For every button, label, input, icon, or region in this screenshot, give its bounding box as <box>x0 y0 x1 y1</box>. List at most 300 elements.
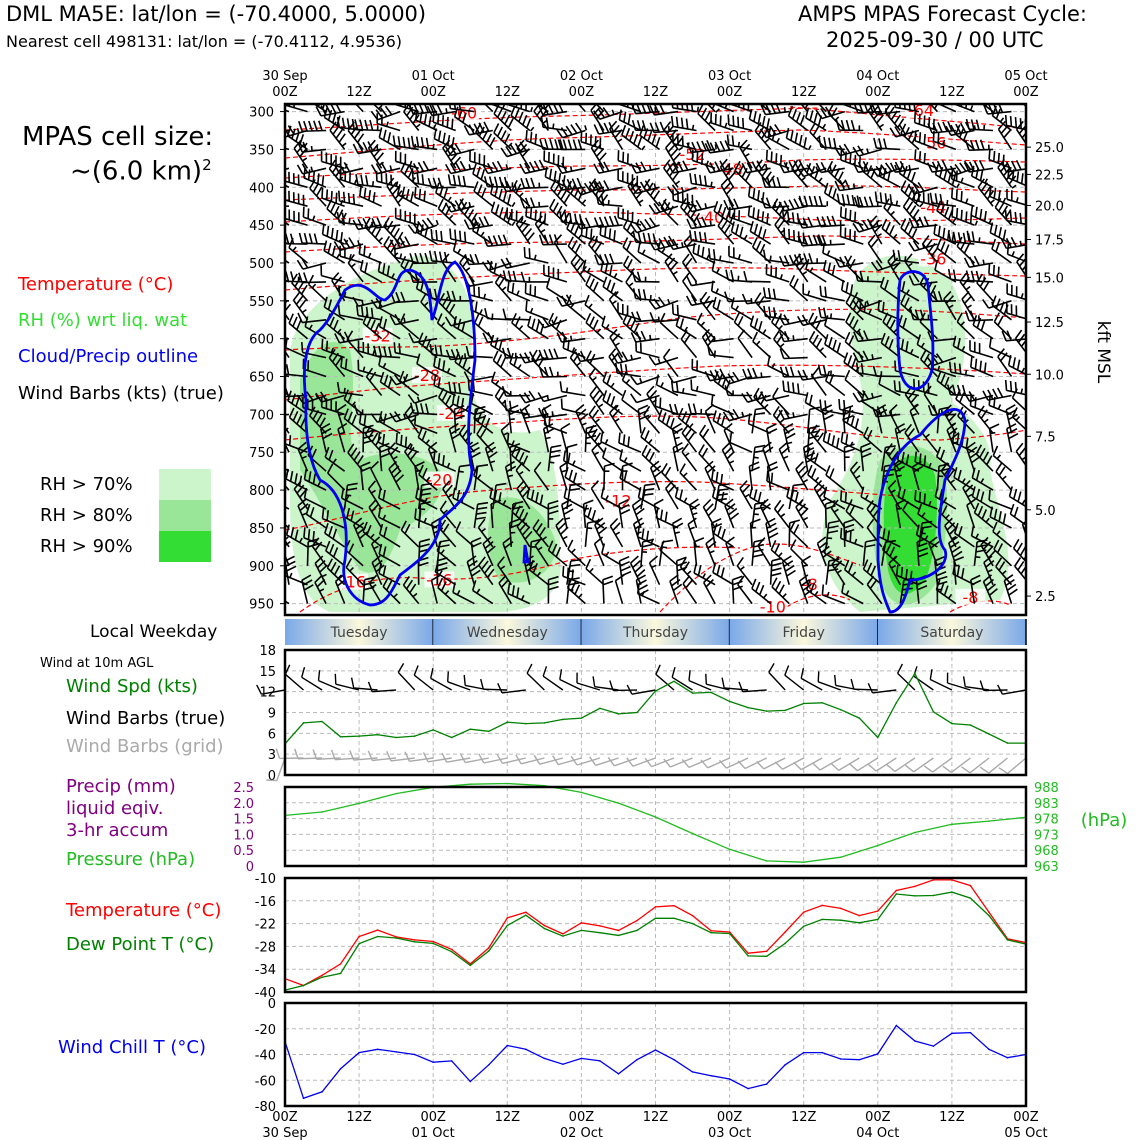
upper-wind-barb <box>285 556 296 584</box>
surface-wind-barb-true <box>851 679 878 690</box>
upper-wind-barb <box>294 292 308 320</box>
dewpoint-line-point <box>1007 939 1009 941</box>
temperature-line-point <box>562 933 564 935</box>
dewpoint-line-point <box>858 922 860 924</box>
temperature-line-point <box>877 910 879 912</box>
station-title: DML MA5E: lat/lon = (-70.4000, 5.0000) <box>6 2 427 26</box>
wind-speed-line-point <box>858 717 860 719</box>
upper-wind-barb <box>610 121 623 149</box>
dewpoint-line-point <box>358 943 360 945</box>
kft-axis-label: kft MSL <box>1093 320 1113 384</box>
upper-wind-barb <box>690 173 715 187</box>
windchill-line-point <box>544 1058 546 1060</box>
panel-frame <box>285 787 1026 866</box>
windchill-line-point <box>599 1060 601 1062</box>
windchill-line-point <box>581 1058 583 1060</box>
kft-tick-label: 5.0 <box>1035 503 1056 519</box>
dewpoint-line-point <box>896 893 898 895</box>
upper-wind-barb <box>989 263 1012 282</box>
top-hour-label: 00Z <box>716 85 743 100</box>
upper-wind-barb <box>752 502 765 528</box>
windchill-line-point <box>710 1075 712 1077</box>
temperature-contour-label: -8 <box>801 574 818 594</box>
windchill-line-point <box>618 1073 620 1075</box>
pressure-line-point <box>358 803 360 805</box>
upper-wind-barb <box>990 424 1000 452</box>
panel-tick-label: 12 <box>259 685 276 701</box>
upper-wind-barb <box>841 207 864 226</box>
legend-temperature: Temperature (°C) <box>18 274 174 295</box>
wind-speed-line-point <box>747 707 749 709</box>
temperature-contour-label: -10 <box>759 597 786 617</box>
wind-speed-line-point <box>395 737 397 739</box>
upper-wind-barb <box>724 199 752 210</box>
upper-wind-barb <box>690 499 700 528</box>
upper-wind-barb <box>387 178 405 206</box>
upper-wind-barb <box>568 237 585 263</box>
legend-cloud-outline: Cloud/Precip outline <box>18 346 199 367</box>
temperature-line-point <box>951 879 953 881</box>
pressure-line-point <box>507 783 509 785</box>
legend-rh80-label: RH > 80% <box>40 505 133 526</box>
wind-speed-panel <box>257 644 1027 784</box>
bottom-hour-label: 00Z <box>420 1110 446 1125</box>
panel-tick-label: 3 <box>267 748 276 764</box>
upper-wind-barb <box>713 562 734 584</box>
dewpoint-line-point <box>766 955 768 957</box>
upper-wind-barb <box>820 286 845 301</box>
upper-wind-barb <box>973 315 993 339</box>
top-date-label: 01 Oct <box>411 69 455 84</box>
legend-pressure: Pressure (hPa) <box>66 849 196 870</box>
upper-wind-barb <box>783 556 796 585</box>
upper-wind-barb <box>544 265 567 282</box>
upper-wind-barb <box>618 94 641 112</box>
temperature-line-point <box>896 890 898 892</box>
wind-speed-line-point <box>914 673 916 675</box>
forecast-cycle-title: AMPS MPAS Forecast Cycle: <box>798 2 1087 26</box>
dewpoint-line-point <box>599 932 601 934</box>
temperature-contour-label: -60 <box>451 103 478 123</box>
pressure-line-point <box>692 833 694 835</box>
legend-rh: RH (%) wrt liq. wat <box>18 310 188 331</box>
upper-wind-barb <box>300 233 327 244</box>
kft-tick-label: 10.0 <box>1035 368 1064 384</box>
upper-wind-barb <box>1016 443 1030 471</box>
dewpoint-line-point <box>581 930 583 932</box>
windchill-line-point <box>729 1078 731 1080</box>
windchill-line-point <box>340 1068 342 1070</box>
upper-wind-barb <box>651 461 663 490</box>
surface-wind-barb-true <box>835 675 860 690</box>
windchill-line-point <box>655 1049 657 1051</box>
wind-speed-line-point <box>544 722 546 724</box>
wind-speed-line-point <box>636 712 638 714</box>
wind-speed-line-point <box>673 680 675 682</box>
upper-wind-barb <box>728 115 752 131</box>
upper-wind-barb <box>278 424 289 453</box>
dewpoint-line-point <box>321 976 323 978</box>
dewpoint-line-point <box>840 919 842 921</box>
windchill-line-point <box>469 1081 471 1083</box>
precip-tick-label: 1.0 <box>233 828 254 844</box>
upper-wind-barb <box>730 432 752 452</box>
surface-wind-barb-true <box>930 669 952 690</box>
upper-wind-barb <box>841 93 864 112</box>
upper-wind-barb <box>803 284 826 301</box>
upper-wind-barb <box>492 372 512 396</box>
dewpoint-line-point <box>821 919 823 921</box>
upper-wind-barb <box>322 188 345 206</box>
forecast-cycle-date: 2025-09-30 / 00 UTC <box>826 28 1044 52</box>
surface-wind-barb-true <box>593 676 618 690</box>
upper-wind-barb <box>469 285 493 301</box>
upper-wind-barb <box>753 238 771 263</box>
legend-rh90-label: RH > 90% <box>40 536 133 557</box>
upper-wind-barb <box>749 186 771 206</box>
upper-wind-barb <box>673 443 683 472</box>
pressure-line-point <box>469 783 471 785</box>
wind-speed-line-point <box>562 719 564 721</box>
temperature-line-point <box>803 911 805 913</box>
upper-wind-barb <box>726 537 735 566</box>
top-hour-label: 12Z <box>790 85 817 100</box>
upper-wind-barb <box>771 558 782 584</box>
upper-wind-barb <box>725 499 739 528</box>
pressure-line-point <box>840 856 842 858</box>
weekday-label: Saturday <box>920 625 984 641</box>
upper-wind-barb <box>828 104 845 131</box>
legend-wind10m: Wind at 10m AGL <box>40 656 154 671</box>
upper-wind-barb <box>638 527 660 547</box>
temperature-line-point <box>784 931 786 933</box>
temperature-contour-label: -24 <box>438 403 465 423</box>
panel-tick-label: -22 <box>254 917 276 933</box>
temperature-line-point <box>710 930 712 932</box>
pressure-line-point <box>655 816 657 818</box>
upper-wind-barb <box>616 575 625 604</box>
windchill-line-point <box>673 1059 675 1061</box>
weekday-label: Wednesday <box>466 625 548 641</box>
upper-wind-barb <box>764 287 790 300</box>
temperature-line-point <box>655 906 657 908</box>
dewpoint-line-point <box>395 937 397 939</box>
pressure-line-point <box>729 848 731 850</box>
upper-wind-barb <box>743 368 771 379</box>
upper-wind-barb <box>1014 539 1030 566</box>
upper-wind-barb <box>750 109 771 131</box>
wind-speed-line-point <box>729 701 731 703</box>
upper-wind-barb <box>687 276 715 285</box>
bottom-date-label: 05 Oct <box>1004 1126 1048 1140</box>
legend-precip-1: Precip (mm) <box>66 776 176 797</box>
kft-tick-label: 17.5 <box>1035 233 1064 249</box>
kft-tick-label: 20.0 <box>1035 199 1064 215</box>
pressure-tick-label: 850 <box>249 521 274 537</box>
temperature-line-point <box>821 905 823 907</box>
surface-wind-barb-grid <box>479 754 508 763</box>
wind-speed-line-point <box>525 723 527 725</box>
temperature-line-point <box>729 931 731 933</box>
dewpoint-line-point <box>710 932 712 934</box>
upper-wind-barb <box>524 247 548 263</box>
upper-wind-barb <box>521 178 548 188</box>
wind-speed-line-point <box>988 733 990 735</box>
upper-wind-barb <box>683 576 696 604</box>
upper-wind-barb <box>693 243 715 263</box>
legend-windchill: Wind Chill T (°C) <box>58 1037 206 1058</box>
wind-speed-line-point <box>507 721 509 723</box>
dewpoint-line-point <box>562 935 564 937</box>
temperature-line-point <box>840 908 842 910</box>
upper-wind-barb <box>960 273 974 301</box>
upper-wind-barb <box>996 463 1012 490</box>
pressure-tick-label: 978 <box>1034 812 1059 828</box>
pressure-tick-label: 650 <box>249 370 274 386</box>
wind-speed-line-point <box>692 692 694 694</box>
temperature-line-point <box>747 952 749 954</box>
dewpoint-line-point <box>618 935 620 937</box>
windchill-line-point <box>488 1064 490 1066</box>
windchill-line-point <box>377 1049 379 1051</box>
upper-wind-barb <box>415 187 437 206</box>
temperature-contour-label: -16 <box>339 572 366 592</box>
temperature-line-point <box>507 917 509 919</box>
upper-wind-barb <box>967 119 994 130</box>
bottom-hour-label: 00Z <box>716 1110 743 1125</box>
temperature-line-point <box>414 939 416 941</box>
upper-wind-barb <box>404 103 420 130</box>
pressure-unit-label: (hPa) <box>1080 810 1128 831</box>
dewpoint-line-point <box>747 955 749 957</box>
windchill-line-point <box>562 1063 564 1065</box>
surface-wind-barb-true <box>769 663 785 690</box>
windchill-line-point <box>414 1054 416 1056</box>
windchill-line-point <box>858 1059 860 1061</box>
dewpoint-line-point <box>636 930 638 932</box>
upper-wind-barb <box>616 363 641 377</box>
upper-wind-barb <box>756 160 774 188</box>
upper-wind-barb <box>753 332 771 358</box>
bottom-hour-label: 12Z <box>939 1110 965 1125</box>
panel-tick-label: 18 <box>259 644 276 659</box>
temperature-line-point <box>432 941 434 943</box>
upper-wind-barb <box>521 198 549 208</box>
dewpoint-line-point <box>544 928 546 930</box>
upper-wind-barb <box>586 559 604 585</box>
windchill-line-point <box>821 1052 823 1054</box>
pressure-line-point <box>618 802 620 804</box>
dewpoint-line-point <box>655 917 657 919</box>
upper-wind-barb <box>724 409 753 420</box>
temperature-contour-label: -28 <box>413 366 441 386</box>
pressure-line-point <box>321 811 323 813</box>
temperature-line-point <box>673 905 675 907</box>
upper-wind-barb <box>303 207 326 225</box>
pressure-tick-label: 800 <box>249 484 274 500</box>
windchill-line-point <box>970 1032 972 1034</box>
upper-wind-barb <box>561 424 570 453</box>
dewpoint-line-point <box>784 943 786 945</box>
pressure-line-point <box>914 832 916 834</box>
temperature-contour-label: -44 <box>920 197 947 217</box>
pressure-tick-label: 600 <box>249 332 274 348</box>
wind-speed-line-point <box>766 710 768 712</box>
upper-wind-barb <box>618 207 641 225</box>
upper-wind-barb <box>662 463 678 490</box>
upper-wind-barb <box>751 316 771 339</box>
dewpoint-line-point <box>488 950 490 952</box>
precip-tick-label: 1.5 <box>233 812 254 828</box>
upper-wind-barb <box>526 283 549 301</box>
windchill-line-point <box>840 1058 842 1060</box>
upper-wind-barb <box>567 295 586 320</box>
upper-wind-barb <box>516 216 534 244</box>
temperature-contour-label: -56 <box>920 133 947 153</box>
wind-speed-line-point <box>469 728 471 730</box>
windchill-line-point <box>988 1049 990 1051</box>
surface-wind-barb-true <box>560 669 582 690</box>
temperature-line-point <box>618 930 620 932</box>
temperature-line-point <box>599 925 601 927</box>
panel-tick-label: 6 <box>267 727 276 743</box>
top-hour-label: 00Z <box>420 85 446 100</box>
upper-wind-barb <box>775 500 790 528</box>
upper-wind-barb <box>371 106 400 120</box>
upper-wind-barb <box>789 106 808 130</box>
temperature-line-point <box>914 886 916 888</box>
weekday-bar <box>285 619 1026 645</box>
panel-tick-label: 9 <box>267 706 276 722</box>
wind-speed-line-point <box>451 737 453 739</box>
upper-wind-barb <box>660 313 678 339</box>
top-date-label: 05 Oct <box>1004 69 1048 84</box>
wind-speed-line-point <box>896 702 898 704</box>
dewpoint-line-point <box>970 897 972 899</box>
wind-speed-line-point <box>821 702 823 704</box>
top-hour-label: 12Z <box>939 85 965 100</box>
upper-wind-barb <box>310 180 326 207</box>
surface-wind-barb-true <box>319 670 341 690</box>
precip-tick-label: 0.5 <box>233 844 254 860</box>
pressure-line-point <box>395 793 397 795</box>
windchill-line-point <box>933 1045 935 1047</box>
upper-wind-barb <box>359 244 381 264</box>
kft-axis <box>1026 141 1064 605</box>
upper-wind-barb <box>644 179 660 206</box>
top-date-label: 30 Sep <box>262 69 308 84</box>
upper-wind-barb <box>1023 518 1033 547</box>
cell-size-title: MPAS cell size: <box>22 122 214 152</box>
dewpoint-line-point <box>377 936 379 938</box>
upper-wind-barb <box>682 444 696 472</box>
upper-wind-barb <box>712 395 734 415</box>
wind-speed-line-point <box>303 722 305 724</box>
temperature-contour-label: -64 <box>907 101 935 121</box>
wind-chill-panel <box>255 997 1027 1115</box>
temperature-line-point <box>970 885 972 887</box>
upper-wind-barb <box>610 519 622 547</box>
pressure-tick-label: 450 <box>249 219 274 235</box>
panel-tick-label: 0 <box>267 997 276 1012</box>
upper-wind-barb <box>660 540 673 566</box>
wind-speed-line-point <box>1007 742 1009 744</box>
upper-wind-barb <box>689 403 716 414</box>
upper-wind-barb <box>990 186 1012 206</box>
upper-wind-barb <box>694 538 704 566</box>
pressure-line-point <box>803 861 805 863</box>
windchill-line-point <box>896 1025 898 1027</box>
upper-wind-barb <box>563 566 586 585</box>
temperature-line-point <box>377 929 379 931</box>
upper-wind-barb <box>640 125 660 149</box>
upper-wind-barb <box>729 246 752 263</box>
bottom-hour-label: 12Z <box>346 1110 372 1125</box>
wind-speed-line-point <box>358 735 360 737</box>
panel-tick-label: -16 <box>254 894 276 910</box>
panel-tick-label: -28 <box>254 940 276 956</box>
windchill-line-point <box>951 1032 953 1034</box>
nearest-cell-text: Nearest cell 498131: lat/lon = (-70.4112, 4.9536) <box>6 32 402 51</box>
temperature-dewpoint-panel <box>255 872 1027 1001</box>
bottom-hour-label: 00Z <box>272 1110 298 1125</box>
bottom-hour-label: 00Z <box>865 1110 891 1125</box>
upper-wind-barb <box>683 273 697 301</box>
windchill-line-point <box>1007 1057 1009 1059</box>
dewpoint-line-point <box>933 895 935 897</box>
upper-wind-barb <box>977 274 993 301</box>
upper-wind-barb <box>650 104 678 115</box>
surface-wind-barb-true <box>818 671 841 690</box>
pressure-tick-label: 968 <box>1034 844 1059 860</box>
surface-wind-barb-true <box>464 675 489 690</box>
legend-precip-2: liquid eqiv. <box>66 798 164 819</box>
upper-wind-barb <box>542 117 567 131</box>
dewpoint-line-point <box>414 941 416 943</box>
upper-wind-barb <box>978 406 993 433</box>
upper-wind-barb <box>841 226 864 244</box>
upper-wind-barb <box>612 352 641 363</box>
upper-wind-barb <box>876 192 901 207</box>
upper-wind-barb <box>660 541 678 566</box>
legend-local-weekday: Local Weekday <box>90 622 218 642</box>
pressure-tick-label: 950 <box>249 597 274 613</box>
panel-tick-label: -20 <box>254 1022 276 1038</box>
weekday-label: Friday <box>782 625 825 641</box>
surface-wind-barb-true <box>722 678 748 690</box>
upper-wind-barb <box>360 186 382 206</box>
upper-wind-barb <box>807 448 827 472</box>
windchill-line-point <box>766 1083 768 1085</box>
upper-wind-barb <box>738 576 752 604</box>
temperature-contour-label: -16 <box>426 570 453 590</box>
upper-wind-barb <box>691 380 715 396</box>
kft-tick-label: 25.0 <box>1035 141 1064 157</box>
dewpoint-line-point <box>469 965 471 967</box>
temperature-contour-label: -12 <box>605 491 632 511</box>
panel-tick-label: 0 <box>267 769 276 784</box>
temperature-line-point <box>933 879 935 881</box>
windchill-line-point <box>692 1071 694 1073</box>
upper-wind-barb <box>275 292 290 320</box>
bottom-hour-label: 12Z <box>494 1110 521 1125</box>
wind-speed-line-point <box>655 690 657 692</box>
upper-wind-barb <box>622 125 645 150</box>
panel-tick-label: 15 <box>259 664 276 680</box>
surface-wind-barb-true <box>481 679 508 690</box>
top-hour-label: 00Z <box>865 85 891 100</box>
bottom-time-axis <box>262 1110 1047 1140</box>
